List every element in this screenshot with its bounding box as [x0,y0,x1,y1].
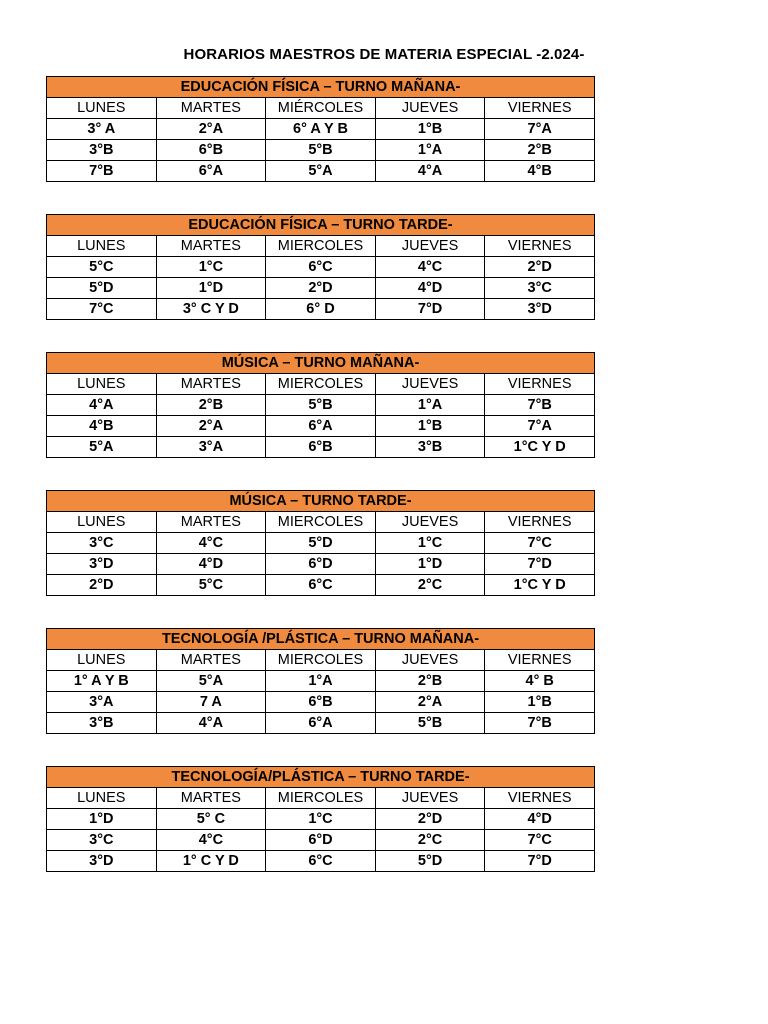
table-caption: TECNOLOGÍA/PLÁSTICA – TURNO TARDE- [47,767,595,788]
day-header: LUNES [47,98,157,119]
table-caption: MÚSICA – TURNO MAÑANA- [47,353,595,374]
day-header: MIERCOLES [266,788,376,809]
table-cell: 1°C [375,533,485,554]
table-cell: 7°C [485,533,595,554]
table-cell: 6°C [266,851,376,872]
table-cell: 4° B [485,671,595,692]
table-cell: 3° C Y D [156,299,266,320]
day-header: VIERNES [485,374,595,395]
table-cell: 1°A [375,140,485,161]
table-cell: 1°C Y D [485,575,595,596]
table-cell: 3°B [47,713,157,734]
table-cell: 6°A [266,416,376,437]
schedule-table [46,352,595,458]
day-header: LUNES [47,650,157,671]
table-caption-row [47,353,595,374]
schedule-table [46,628,595,734]
table-cell: 1°C [156,257,266,278]
table-cell: 6°D [266,554,376,575]
table-caption-row [47,491,595,512]
table-row [47,299,595,320]
table-cell: 5°D [47,278,157,299]
table-cell: 1°C [266,809,376,830]
table-cell: 5°B [375,713,485,734]
day-header-row [47,512,595,533]
day-header: MARTES [156,788,266,809]
day-header: MARTES [156,512,266,533]
table-cell: 7°D [485,554,595,575]
table-cell: 1°A [266,671,376,692]
table-cell: 4°A [47,395,157,416]
table-row [47,671,595,692]
table-cell: 7°B [47,161,157,182]
table-cell: 4°A [375,161,485,182]
table-cell: 2°D [375,809,485,830]
day-header: VIERNES [485,98,595,119]
table-cell: 2°C [375,575,485,596]
table-cell: 6°C [266,575,376,596]
table-caption-row [47,629,595,650]
table-cell: 1°A [375,395,485,416]
table-cell: 2°A [156,416,266,437]
table-cell: 4°D [375,278,485,299]
table-cell: 2°B [156,395,266,416]
table-cell: 4°A [156,713,266,734]
table-cell: 1° A Y B [47,671,157,692]
table-cell: 3°A [156,437,266,458]
table-cell: 2°D [485,257,595,278]
table-cell: 7°B [485,713,595,734]
table-cell: 2°B [375,671,485,692]
table-caption: EDUCACIÓN FÍSICA – TURNO MAÑANA- [47,77,595,98]
table-row [47,692,595,713]
day-header: MARTES [156,98,266,119]
day-header: MARTES [156,236,266,257]
day-header: JUEVES [375,374,485,395]
day-header-row [47,236,595,257]
table-row [47,257,595,278]
table-cell: 5°D [375,851,485,872]
table-cell: 7°D [375,299,485,320]
day-header: MARTES [156,650,266,671]
schedule-table [46,76,595,182]
table-row [47,575,595,596]
table-cell: 7 A [156,692,266,713]
table-cell: 3°C [485,278,595,299]
day-header: VIERNES [485,788,595,809]
table-cell: 6°D [266,830,376,851]
table-cell: 1°B [375,119,485,140]
day-header: MARTES [156,374,266,395]
day-header: MIERCOLES [266,650,376,671]
table-cell: 2°D [266,278,376,299]
day-header: MIERCOLES [266,374,376,395]
table-row [47,809,595,830]
table-cell: 3°D [47,554,157,575]
table-cell: 3°B [375,437,485,458]
table-cell: 4°B [47,416,157,437]
table-cell: 4°D [156,554,266,575]
table-cell: 3°A [47,692,157,713]
table-cell: 5°D [266,533,376,554]
table-caption-row [47,767,595,788]
table-cell: 2°C [375,830,485,851]
table-cell: 6°A [266,713,376,734]
table-row [47,533,595,554]
table-cell: 6° D [266,299,376,320]
table-cell: 6°A [156,161,266,182]
table-cell: 1°D [156,278,266,299]
day-header: LUNES [47,236,157,257]
schedule-table [46,490,595,596]
table-cell: 1°C Y D [485,437,595,458]
table-cell: 2°B [485,140,595,161]
table-cell: 2°D [47,575,157,596]
table-cell: 7°A [485,416,595,437]
table-cell: 6° A Y B [266,119,376,140]
table-cell: 5°B [266,395,376,416]
table-cell: 3°D [485,299,595,320]
schedule-table [46,766,595,872]
table-cell: 5°A [47,437,157,458]
table-cell: 6°B [266,692,376,713]
day-header: LUNES [47,788,157,809]
table-caption: MÚSICA – TURNO TARDE- [47,491,595,512]
table-cell: 5°C [156,575,266,596]
table-cell: 3°B [47,140,157,161]
day-header-row [47,650,595,671]
table-caption-row [47,77,595,98]
table-row [47,395,595,416]
table-cell: 4°D [485,809,595,830]
day-header: MIERCOLES [266,236,376,257]
day-header-row [47,788,595,809]
table-cell: 4°C [156,830,266,851]
table-cell: 6°B [266,437,376,458]
table-cell: 3° A [47,119,157,140]
page-title: HORARIOS MAESTROS DE MATERIA ESPECIAL -2.024- [183,46,585,63]
day-header: MIÉRCOLES [266,98,376,119]
day-header: JUEVES [375,236,485,257]
table-cell: 7°C [485,830,595,851]
table-cell: 1°B [485,692,595,713]
table-cell: 4°C [156,533,266,554]
table-cell: 6°C [266,257,376,278]
table-cell: 7°B [485,395,595,416]
table-cell: 1°D [375,554,485,575]
table-cell: 5°C [47,257,157,278]
day-header: VIERNES [485,512,595,533]
table-row [47,713,595,734]
table-cell: 1° C Y D [156,851,266,872]
table-cell: 5° C [156,809,266,830]
day-header: MIERCOLES [266,512,376,533]
table-cell: 7°D [485,851,595,872]
table-row [47,554,595,575]
table-cell: 4°C [375,257,485,278]
day-header: VIERNES [485,650,595,671]
table-row [47,830,595,851]
table-cell: 5°A [156,671,266,692]
table-cell: 2°A [375,692,485,713]
table-row [47,416,595,437]
day-header: JUEVES [375,512,485,533]
table-row [47,119,595,140]
table-caption: TECNOLOGÍA /PLÁSTICA – TURNO MAÑANA- [47,629,595,650]
table-cell: 6°B [156,140,266,161]
table-cell: 7°C [47,299,157,320]
day-header: JUEVES [375,98,485,119]
table-cell: 3°C [47,533,157,554]
schedule-table [46,214,595,320]
table-caption-row [47,215,595,236]
table-row [47,437,595,458]
day-header: LUNES [47,374,157,395]
schedule-tables [46,76,596,904]
day-header-row [47,98,595,119]
table-row [47,140,595,161]
table-row [47,161,595,182]
table-cell: 3°C [47,830,157,851]
day-header: JUEVES [375,788,485,809]
table-cell: 2°A [156,119,266,140]
table-cell: 7°A [485,119,595,140]
day-header-row [47,374,595,395]
table-row [47,278,595,299]
table-cell: 1°D [47,809,157,830]
day-header: JUEVES [375,650,485,671]
table-cell: 3°D [47,851,157,872]
table-row [47,851,595,872]
day-header: LUNES [47,512,157,533]
table-cell: 5°B [266,140,376,161]
day-header: VIERNES [485,236,595,257]
table-cell: 1°B [375,416,485,437]
table-cell: 5°A [266,161,376,182]
table-caption: EDUCACIÓN FÍSICA – TURNO TARDE- [47,215,595,236]
table-cell: 4°B [485,161,595,182]
